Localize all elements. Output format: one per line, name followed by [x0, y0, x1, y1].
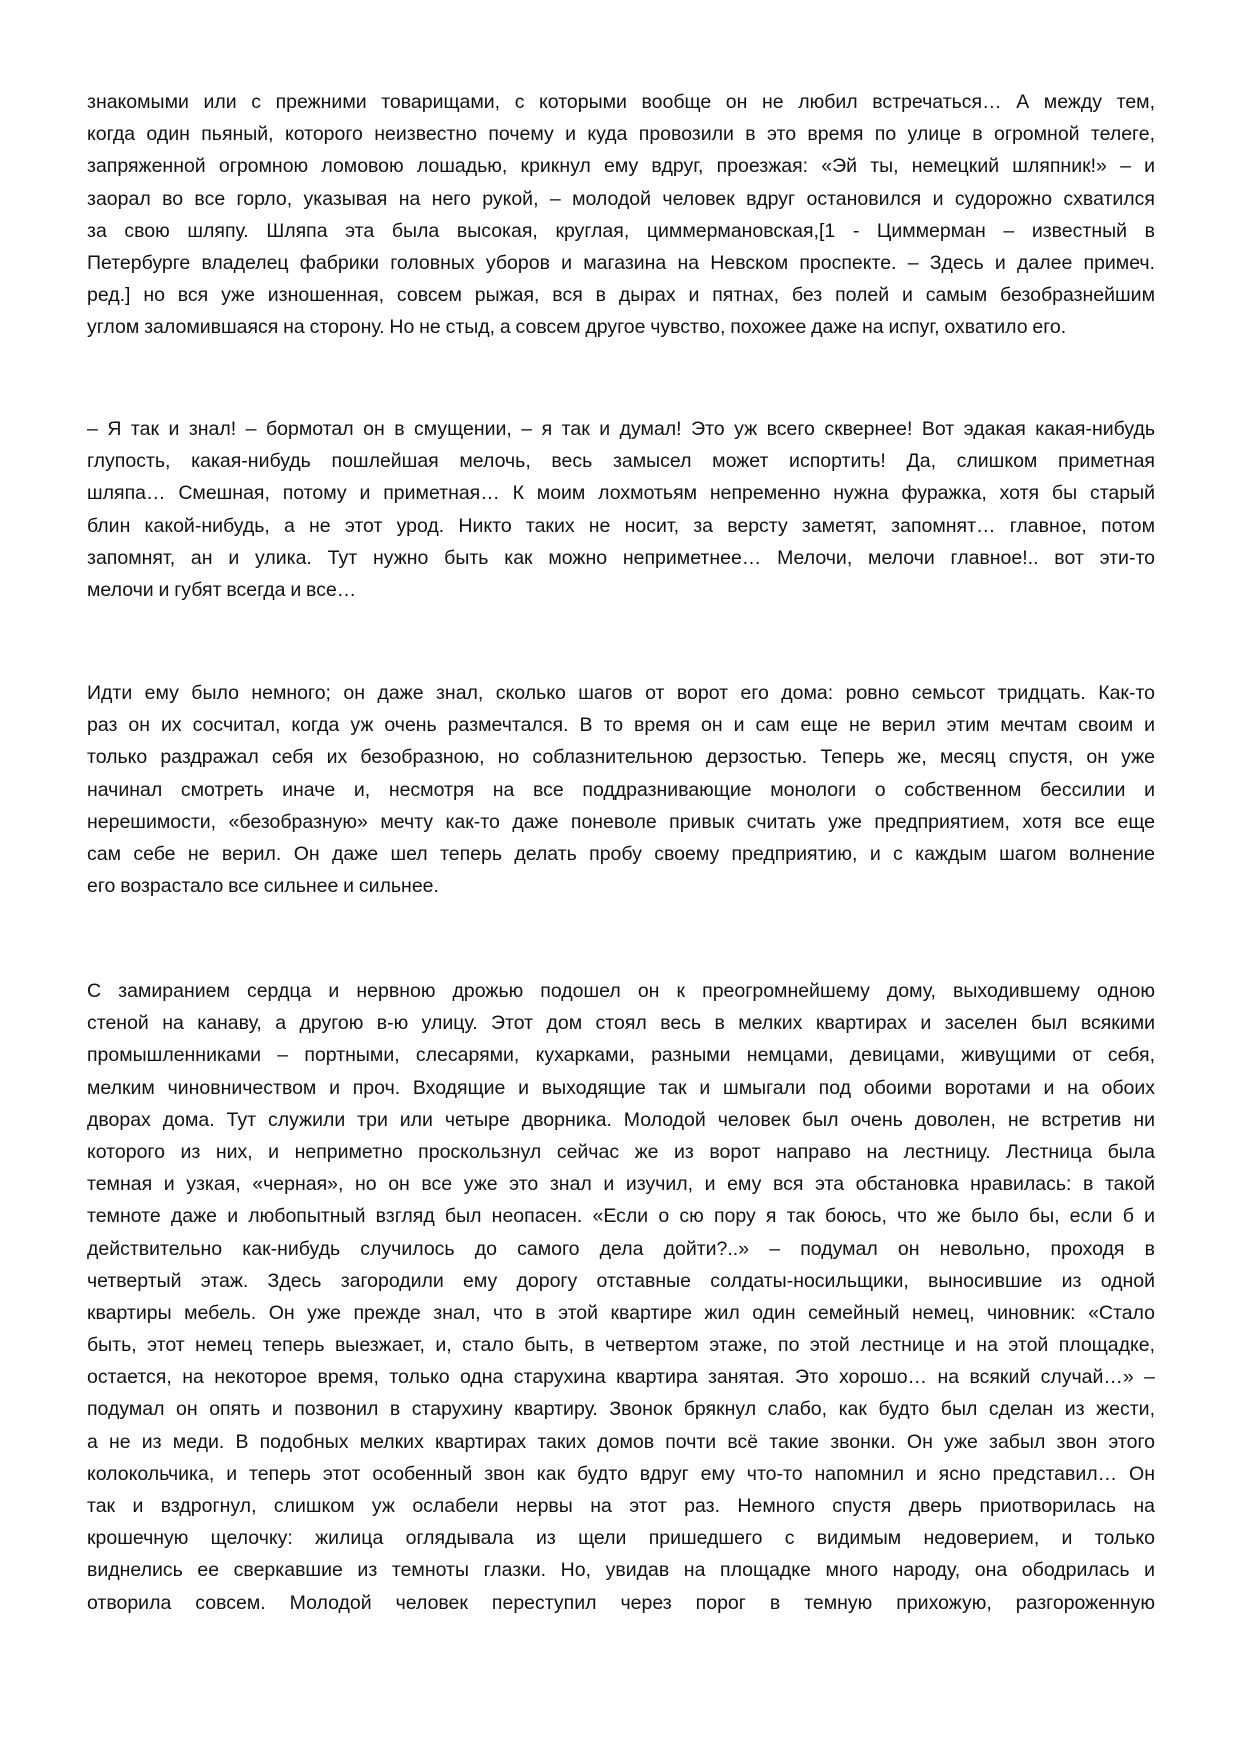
- text-line: действительно как-нибудь случилось до самого дела дойти?..» – подумал он невольно, проходя в: [87, 1237, 1155, 1260]
- text-line: только раздражал себя их безобразною, но соблазнительною дерзостью. Теперь же, месяц спустя, он уже: [87, 746, 1155, 769]
- text-line: дворах дома. Тут служили три или четыре дворника. Молодой человек был очень доволен, не встретив ни: [87, 1108, 1155, 1131]
- text-line: глупость, какая-нибудь пошлейшая мелочь, весь замысел может испортить! Да, слишком приметная: [87, 450, 1155, 473]
- text-line: а не из меди. В подобных мелких квартирах таких домов почти всё такие звонки. Он уже забыл звон этого: [87, 1430, 1155, 1453]
- text-line: блин какой-нибудь, а не этот урод. Никто таких не носит, за версту заметят, запомнят… главное, потом: [87, 514, 1155, 537]
- text-line: так и вздрогнул, слишком уж ослабели нервы на этот раз. Немного спустя дверь приотворилась на: [87, 1495, 1155, 1517]
- text-line: отворила совсем. Молодой человек переступил через порог в темную прихожую, разгороженную: [87, 1591, 1155, 1614]
- text-line: сам себе не верил. Он даже шел теперь делать пробу своему предприятию, и с каждым шагом волнение: [87, 842, 1155, 865]
- text-line: – Я так и знал! – бормотал он в смущении, – я так и думал! Это уж всего сквернее! Вот эдакая какая-нибудь: [87, 418, 1155, 440]
- text-line: углом заломившаяся на сторону. Но не стыд, а совсем другое чувство, похожее даже на испуг, охватило его.: [87, 316, 1067, 339]
- text-line: Идти ему было немного; он даже знал, сколько шагов от ворот его дома: ровно семьсот тридцать. Как-то: [87, 682, 1155, 704]
- text-line: промышленниками – портными, слесарями, кухарками, разными немцами, девицами, живущими от себя,: [87, 1044, 1155, 1067]
- text-line: колокольчика, и теперь этот особенный звон как будто вдруг ему что-то напомнил и ясно представил… Он: [87, 1462, 1155, 1485]
- text-line: его возрастало все сильнее и сильнее.: [87, 875, 439, 898]
- text-line: знакомыми или с прежними товарищами, с которыми вообще он не любил встречаться… А между тем,: [87, 91, 1155, 113]
- text-line: заорал во все горло, указывая на него рукой, – молодой человек вдруг остановился и судорожно схватился: [87, 187, 1155, 210]
- text-line: темноте даже и любопытный взгляд был неопасен. «Если о сю пору я так боюсь, что же было бы, если б и: [87, 1205, 1155, 1228]
- text-line: шляпа… Смешная, потому и приметная… К моим лохмотьям непременно нужна фуражка, хотя бы старый: [87, 482, 1155, 505]
- paragraph-seven-hundred-steps: [87, 677, 1155, 902]
- paragraph-the-house: [87, 975, 1155, 1619]
- text-line: С замиранием сердца и нервною дрожью подошел он к преогромнейшему дому, выходившему одною: [87, 980, 1155, 1002]
- text-line: подумал он опять и позвонил в старухину квартиру. Звонок брякнул слабо, как будто был сделан из жести,: [87, 1398, 1155, 1421]
- text-line: ред.] но вся уже изношенная, совсем рыжая, вся в дырах и пятнах, без полей и самым безобразнейшим: [87, 284, 1155, 307]
- text-line: раз он их сосчитал, когда уж очень размечтался. В то время он и сам еще не верил этим мечтам своим и: [87, 714, 1155, 737]
- text-line: остается, на некоторое время, только одна старухина квартира занятая. Это хорошо… на всякий случай…» –: [87, 1366, 1155, 1389]
- text-line: за свою шляпу. Шляпа эта была высокая, круглая, циммермановская,[1 - Циммерман – известный в: [87, 219, 1155, 242]
- text-line: когда один пьяный, которого неизвестно почему и куда провозили в это время по улице в огромной телеге,: [87, 123, 1155, 146]
- text-line: которого из них, и неприметно проскользнул сейчас же из ворот направо на лестницу. Лестница была: [87, 1140, 1155, 1163]
- text-line: стеной на канаву, а другою в-ю улицу. Этот дом стоял весь в мелких квартирах и заселен был всякими: [87, 1012, 1155, 1035]
- text-line: быть, этот немец теперь выезжает, и, стало быть, в четвертом этаже, по этой лестнице и на этой площадке,: [87, 1334, 1155, 1357]
- text-line: четвертый этаж. Здесь загородили ему дорогу отставные солдаты-носильщики, выносившие из одной: [87, 1269, 1155, 1292]
- text-line: начинал смотреть иначе и, несмотря на все поддразнивающие монологи о собственном бессилии и: [87, 778, 1155, 801]
- text-line: Петербурге владелец фабрики головных уборов и магазина на Невском проспекте. – Здесь и далее примеч.: [87, 251, 1155, 274]
- text-line: темная и узкая, «черная», но он все уже это знал и изучил, и ему вся эта обстановка нравилась: в такой: [87, 1173, 1155, 1196]
- paragraph-hat-incident: [87, 86, 1155, 344]
- text-line: запряженной огромною ломовою лошадью, крикнул ему вдруг, проезжая: «Эй ты, немецкий шляпник!» – и: [87, 155, 1155, 178]
- text-line: мелочи и губят всегда и все…: [87, 578, 357, 601]
- text-line: крошечную щелочку: жилица оглядывала из щели пришедшего с видимым недоверием, и только: [87, 1527, 1155, 1550]
- paragraph-inner-monologue: [87, 413, 1155, 606]
- text-line: мелким чиновничеством и проч. Входящие и выходящие так и шмыгали под обоими воротами и на обоих: [87, 1076, 1155, 1099]
- text-line: запомнят, ан и улика. Тут нужно быть как можно неприметнее… Мелочи, мелочи главное!.. вот эти-то: [87, 546, 1155, 569]
- text-line: нерешимости, «безобразную» мечту как-то даже поневоле привык считать уже предприятием, хотя все еще: [87, 810, 1155, 833]
- text-line: виднелись ее сверкавшие из темноты глазки. Но, увидав на площадке много народу, она ободрилась и: [87, 1559, 1155, 1582]
- text-line: квартиры мебель. Он уже прежде знал, что в этой квартире жил один семейный немец, чиновник: «Стало: [87, 1301, 1155, 1324]
